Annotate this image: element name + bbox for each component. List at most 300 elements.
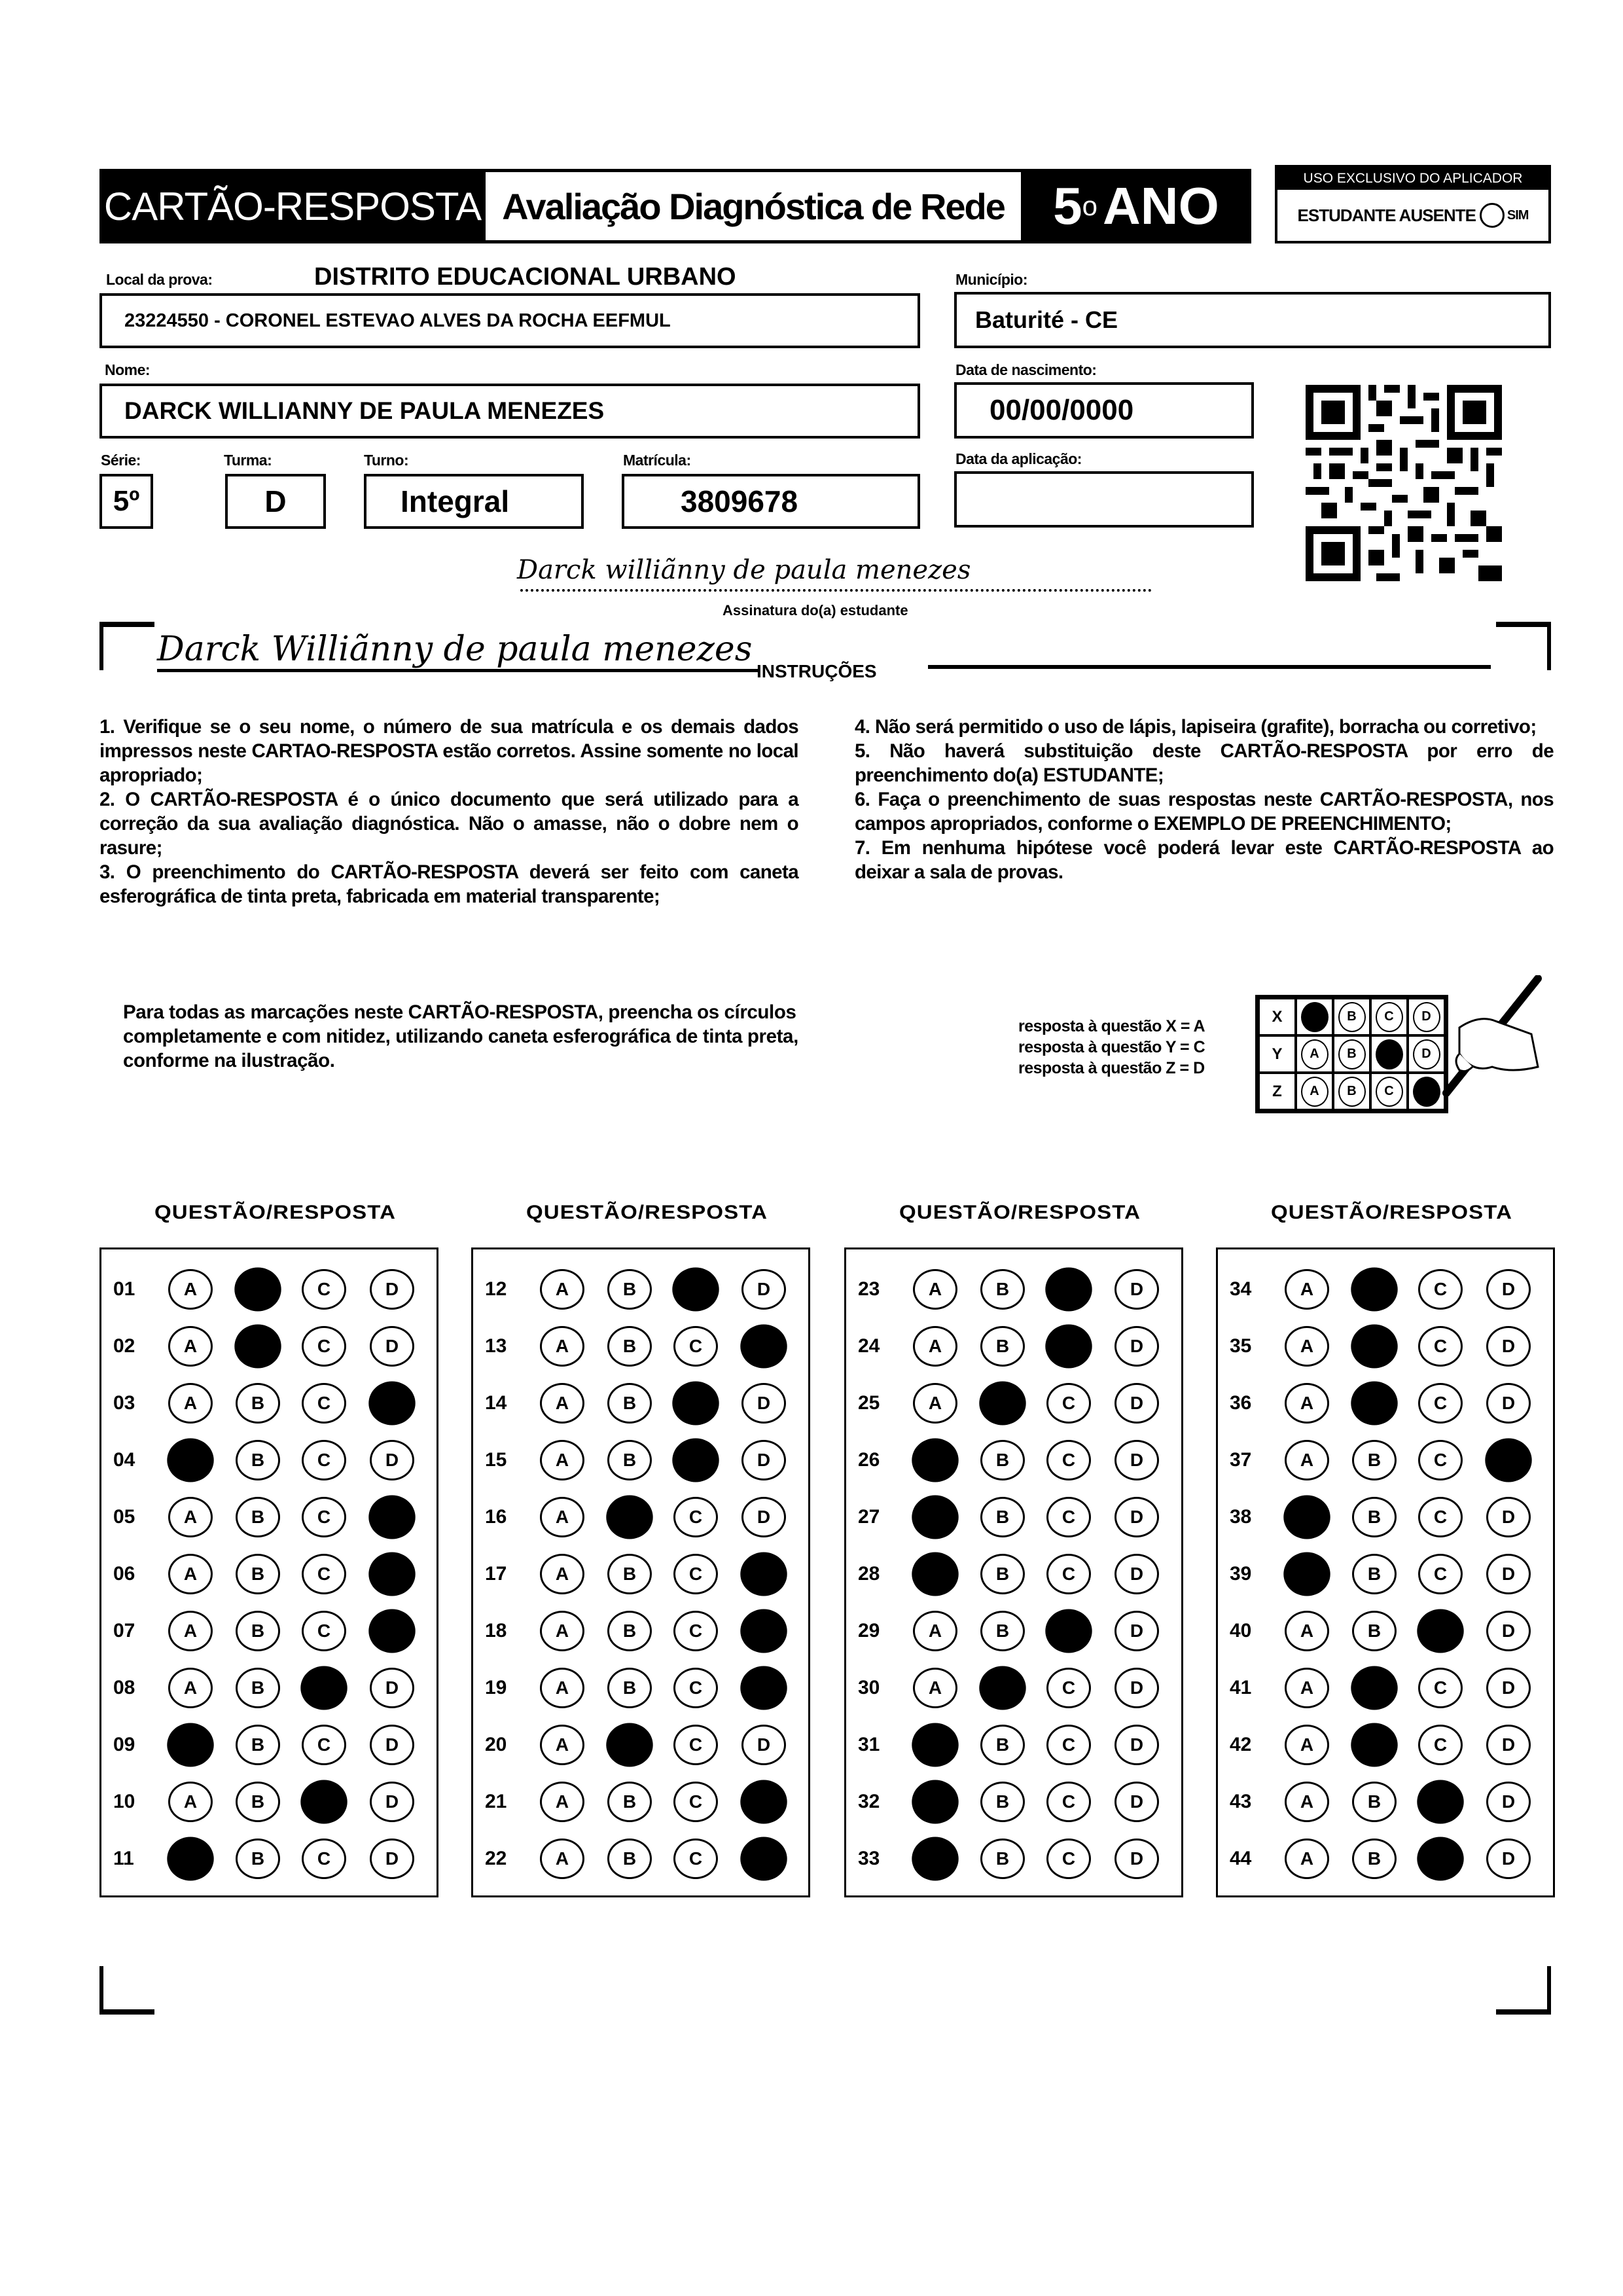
answer-bubble-a[interactable] — [912, 1496, 958, 1539]
question-number: 22 — [485, 1848, 507, 1869]
answer-bubble-d[interactable] — [740, 1552, 787, 1596]
answer-bubble-a[interactable]: A — [168, 1269, 213, 1310]
answer-bubble-a[interactable] — [167, 1723, 213, 1767]
answer-bubble-a[interactable]: A — [913, 1668, 957, 1708]
answer-bubble-d[interactable] — [740, 1609, 787, 1653]
nascimento-value: 00/00/0000 — [990, 394, 1134, 426]
question-row — [1218, 1378, 1553, 1435]
question-row — [1218, 1492, 1553, 1549]
question-row — [846, 1833, 1181, 1890]
question-number: 27 — [858, 1506, 880, 1528]
answer-bubble-b[interactable]: B — [1352, 1497, 1397, 1537]
question-number: 43 — [1230, 1791, 1252, 1812]
answer-bubble-c[interactable]: C — [673, 1326, 718, 1367]
answer-bubble-a[interactable]: A — [913, 1326, 957, 1367]
question-row — [473, 1549, 808, 1605]
answer-bubble-c[interactable] — [672, 1439, 719, 1482]
answer-bubble-a[interactable]: A — [168, 1383, 213, 1424]
answer-bubble-d[interactable] — [740, 1325, 787, 1369]
answer-bubble-d[interactable]: D — [1115, 1668, 1159, 1708]
serie-value: 5º — [113, 485, 140, 517]
example-bubble-a: A — [1301, 1039, 1329, 1069]
answer-bubble-b[interactable]: B — [607, 1440, 652, 1480]
question-row — [473, 1435, 808, 1492]
question-row — [473, 1776, 808, 1833]
answer-bubble-b[interactable]: B — [980, 1725, 1025, 1765]
answer-bubble-c[interactable]: C — [1046, 1725, 1091, 1765]
answer-bubble-d[interactable]: D — [1115, 1554, 1159, 1594]
answer-bubble-b[interactable]: B — [236, 1839, 280, 1879]
answer-column-1 — [99, 1247, 438, 1897]
fill-note: Para todas as marcações neste CARTÃO-RESPOSTA, preencha os círculos completamente e com nitidez, utilizando caneta esferográfica de tinta preta, conforme na ilustração. — [123, 1001, 798, 1071]
answer-bubble-d[interactable]: D — [1486, 1782, 1531, 1822]
turma-value: D — [264, 484, 287, 518]
answer-bubble-c[interactable]: C — [302, 1611, 346, 1651]
answer-bubble-c[interactable] — [300, 1780, 347, 1824]
answer-bubble-a[interactable]: A — [1285, 1782, 1329, 1822]
question-row — [1218, 1321, 1553, 1378]
answer-bubble-d[interactable]: D — [370, 1725, 414, 1765]
answer-bubble-d[interactable]: D — [1115, 1782, 1159, 1822]
answer-bubble-d[interactable]: D — [1115, 1440, 1159, 1480]
example-cell — [1370, 1073, 1408, 1110]
answer-bubble-b[interactable]: B — [980, 1554, 1025, 1594]
answer-bubble-b[interactable] — [606, 1723, 652, 1767]
answer-bubble-c[interactable] — [300, 1666, 347, 1710]
answer-bubble-a[interactable]: A — [913, 1269, 957, 1310]
question-row — [473, 1605, 808, 1662]
answer-bubble-d[interactable]: D — [370, 1668, 414, 1708]
answer-bubble-c[interactable]: C — [1418, 1383, 1463, 1424]
answer-bubble-b[interactable]: B — [1352, 1554, 1397, 1594]
question-number: 12 — [485, 1278, 507, 1300]
answer-bubble-d[interactable]: D — [1486, 1839, 1531, 1879]
applicator-title: USO EXCLUSIVO DO APLICADOR — [1277, 168, 1548, 190]
example-bubble-d: D — [1413, 1039, 1440, 1069]
answer-bubble-c[interactable] — [672, 1268, 719, 1312]
answer-bubble-b[interactable]: B — [607, 1668, 652, 1708]
grade-word: ANO — [1103, 177, 1219, 235]
column-title: QUESTÃO/RESPOSTA — [526, 1202, 768, 1223]
answer-bubble-c[interactable]: C — [673, 1668, 718, 1708]
answer-bubble-b[interactable]: B — [980, 1326, 1025, 1367]
answer-bubble-d[interactable] — [368, 1609, 415, 1653]
question-number: 20 — [485, 1734, 507, 1755]
applicator-box — [1275, 165, 1551, 243]
answer-bubble-d[interactable]: D — [370, 1782, 414, 1822]
answer-bubble-d[interactable] — [368, 1552, 415, 1596]
answer-bubble-b[interactable]: B — [607, 1383, 652, 1424]
answer-bubble-d[interactable]: D — [741, 1269, 786, 1310]
district-name: DISTRITO EDUCACIONAL URBANO — [314, 263, 736, 291]
answer-bubble-b[interactable]: B — [236, 1440, 280, 1480]
question-row — [1218, 1549, 1553, 1605]
answer-bubble-c[interactable]: C — [1046, 1554, 1091, 1594]
answer-bubble-c[interactable] — [1417, 1780, 1463, 1824]
answer-bubble-c[interactable]: C — [302, 1383, 346, 1424]
question-number: 17 — [485, 1563, 507, 1585]
answer-bubble-b[interactable]: B — [236, 1668, 280, 1708]
card-title-text: CARTÃO-RESPOSTA — [103, 184, 482, 228]
signature-line[interactable] — [520, 589, 1152, 592]
answer-bubble-a[interactable]: A — [1285, 1269, 1329, 1310]
answer-bubble-a[interactable] — [167, 1439, 213, 1482]
answer-bubble-a[interactable]: A — [540, 1269, 584, 1310]
answer-bubble-a[interactable] — [1283, 1552, 1330, 1596]
answer-bubble-c[interactable]: C — [302, 1725, 346, 1765]
question-row — [846, 1378, 1181, 1435]
question-number: 28 — [858, 1563, 880, 1585]
answer-bubble-c[interactable]: C — [1418, 1497, 1463, 1537]
turno-label: Turno: — [364, 452, 409, 469]
question-row — [473, 1492, 808, 1549]
answer-bubble-c[interactable]: C — [302, 1497, 346, 1537]
question-row — [101, 1378, 437, 1435]
matricula-value: 3809678 — [681, 484, 798, 518]
answer-bubble-a[interactable]: A — [1285, 1611, 1329, 1651]
answer-bubble-c[interactable]: C — [1418, 1269, 1463, 1310]
answer-bubble-c[interactable]: C — [302, 1554, 346, 1594]
question-row — [1218, 1833, 1553, 1890]
example-bubble-d: D — [1413, 1002, 1440, 1032]
instruction-6: 6. Faça o preenchimento de suas respostas neste CARTÃO-RESPOSTA, nos campos apropriados, conforme o EXEMPLO DE PREENCHIMENTO; — [855, 789, 1554, 834]
example-row-label: Z — [1258, 1073, 1296, 1110]
answer-bubble-b[interactable]: B — [607, 1839, 652, 1879]
answer-bubble-c[interactable] — [1417, 1837, 1463, 1881]
question-number: 36 — [1230, 1392, 1252, 1414]
answer-bubble-d[interactable]: D — [1486, 1497, 1531, 1537]
nascimento-label: Data de nascimento: — [955, 361, 1097, 378]
answer-bubble-a[interactable]: A — [168, 1497, 213, 1537]
answer-bubble-a[interactable]: A — [1285, 1725, 1329, 1765]
example-bubble-b: B — [1338, 1039, 1366, 1069]
question-number: 25 — [858, 1392, 880, 1414]
question-number: 26 — [858, 1449, 880, 1471]
absent-label: ESTUDANTE AUSENTE — [1297, 205, 1476, 225]
answer-bubble-a[interactable] — [1283, 1496, 1330, 1539]
answer-bubble-b[interactable]: B — [1352, 1839, 1397, 1879]
answer-bubble-d[interactable] — [368, 1382, 415, 1426]
question-row — [846, 1321, 1181, 1378]
answer-bubble-d[interactable] — [1485, 1439, 1531, 1482]
example-bubble-a — [1301, 1002, 1329, 1032]
answer-bubble-b[interactable]: B — [980, 1497, 1025, 1537]
answer-bubble-d[interactable]: D — [370, 1839, 414, 1879]
answer-bubble-d[interactable]: D — [1115, 1497, 1159, 1537]
example-line-y: resposta à questão Y = C — [1018, 1038, 1205, 1056]
answer-bubble-d[interactable] — [740, 1666, 787, 1710]
question-number: 30 — [858, 1677, 880, 1698]
answer-bubble-b[interactable]: B — [980, 1839, 1025, 1879]
answer-bubble-b[interactable] — [979, 1666, 1026, 1710]
example-cell — [1296, 1035, 1333, 1073]
answer-column-3 — [844, 1247, 1183, 1897]
municipio-label: Município: — [955, 271, 1027, 288]
answer-bubble-d[interactable]: D — [741, 1497, 786, 1537]
question-row — [1218, 1662, 1553, 1719]
answer-bubble-d[interactable]: D — [1115, 1269, 1159, 1310]
question-row — [101, 1264, 437, 1321]
school-field — [99, 293, 920, 348]
answer-bubble-c[interactable]: C — [1418, 1725, 1463, 1765]
answer-bubble-c[interactable]: C — [673, 1839, 718, 1879]
corner-mark-bottom-right-h — [1496, 2009, 1551, 2015]
handwritten-signature-1: Darck williãnny de paula menezes — [517, 555, 971, 585]
answer-bubble-a[interactable]: A — [540, 1839, 584, 1879]
question-number: 33 — [858, 1848, 880, 1869]
corner-mark-bottom-left-h — [99, 2009, 154, 2015]
example-line-z: resposta à questão Z = D — [1018, 1059, 1205, 1077]
answer-bubble-d[interactable]: D — [1115, 1611, 1159, 1651]
question-row — [101, 1776, 437, 1833]
matricula-label: Matrícula: — [623, 452, 691, 469]
turma-field — [225, 474, 326, 529]
corner-mark-bottom-right — [1547, 1966, 1551, 2015]
answer-bubble-b[interactable] — [979, 1382, 1026, 1426]
answer-bubble-b[interactable]: B — [980, 1782, 1025, 1822]
answer-bubble-b[interactable]: B — [236, 1725, 280, 1765]
answer-bubble-c[interactable]: C — [1046, 1839, 1091, 1879]
answer-bubble-c[interactable]: C — [1046, 1383, 1091, 1424]
answer-bubble-c[interactable] — [1045, 1609, 1092, 1653]
answer-bubble-d[interactable]: D — [1486, 1326, 1531, 1367]
exam-title — [486, 169, 1021, 243]
answer-bubble-b[interactable]: B — [236, 1611, 280, 1651]
answer-bubble-a[interactable]: A — [913, 1611, 957, 1651]
answer-bubble-b[interactable] — [1351, 1325, 1397, 1369]
answer-bubble-a[interactable]: A — [540, 1440, 584, 1480]
answer-bubble-b[interactable]: B — [1352, 1611, 1397, 1651]
answer-bubble-d[interactable]: D — [1115, 1383, 1159, 1424]
column-title: QUESTÃO/RESPOSTA — [154, 1202, 397, 1223]
answer-bubble-d[interactable]: D — [1486, 1383, 1531, 1424]
corner-mark-top-right — [1547, 622, 1551, 670]
answer-bubble-b[interactable] — [1351, 1268, 1397, 1312]
absent-row — [1277, 190, 1548, 241]
serie-field — [99, 474, 153, 529]
question-number: 13 — [485, 1335, 507, 1357]
answer-bubble-c[interactable]: C — [1046, 1497, 1091, 1537]
answer-bubble-d[interactable]: D — [1115, 1326, 1159, 1367]
question-row — [1218, 1719, 1553, 1776]
nome-field — [99, 384, 920, 439]
answer-bubble-a[interactable]: A — [913, 1383, 957, 1424]
answer-bubble-b[interactable]: B — [1352, 1782, 1397, 1822]
answer-bubble-c[interactable]: C — [302, 1326, 346, 1367]
question-row — [1218, 1264, 1553, 1321]
answer-bubble-a[interactable]: A — [540, 1497, 584, 1537]
matricula-field — [622, 474, 920, 529]
answer-bubble-a[interactable]: A — [168, 1782, 213, 1822]
answer-bubble-c[interactable]: C — [1418, 1326, 1463, 1367]
answer-bubble-b[interactable] — [234, 1325, 281, 1369]
question-number: 14 — [485, 1392, 507, 1414]
answer-bubble-d[interactable]: D — [741, 1383, 786, 1424]
question-number: 01 — [113, 1278, 135, 1300]
example-cell — [1333, 998, 1370, 1035]
answer-bubble-c[interactable]: C — [673, 1497, 718, 1537]
answer-bubble-b[interactable]: B — [980, 1269, 1025, 1310]
answer-bubble-d[interactable]: D — [1486, 1554, 1531, 1594]
question-row — [1218, 1776, 1553, 1833]
answer-bubble-b[interactable]: B — [236, 1554, 280, 1594]
answer-bubble-d[interactable]: D — [1486, 1269, 1531, 1310]
answer-bubble-b[interactable]: B — [236, 1497, 280, 1537]
example-row-label: Y — [1258, 1035, 1296, 1073]
corner-mark-top-right-h — [1496, 622, 1551, 627]
answer-bubble-a[interactable]: A — [1285, 1668, 1329, 1708]
answer-bubble-c[interactable]: C — [1418, 1668, 1463, 1708]
answer-bubble-d[interactable]: D — [741, 1725, 786, 1765]
answer-bubble-d[interactable]: D — [1115, 1839, 1159, 1879]
answer-bubble-c[interactable] — [672, 1382, 719, 1426]
answer-bubble-b[interactable] — [1351, 1723, 1397, 1767]
answer-bubble-a[interactable] — [912, 1439, 958, 1482]
answer-bubble-a[interactable]: A — [540, 1611, 584, 1651]
answer-bubble-b[interactable]: B — [607, 1554, 652, 1594]
answer-bubble-a[interactable]: A — [540, 1554, 584, 1594]
instruction-5: 5. Não haverá substituição deste CARTÃO-RESPOSTA por erro de preenchimento do(a) ESTUDANTE; — [855, 740, 1554, 786]
question-number: 03 — [113, 1392, 135, 1414]
question-number: 09 — [113, 1734, 135, 1755]
answer-bubble-b[interactable]: B — [607, 1326, 652, 1367]
question-number: 31 — [858, 1734, 880, 1755]
question-row — [101, 1321, 437, 1378]
answer-bubble-a[interactable]: A — [540, 1326, 584, 1367]
answer-bubble-a[interactable]: A — [540, 1383, 584, 1424]
answer-bubble-d[interactable]: D — [741, 1440, 786, 1480]
question-row — [1218, 1435, 1553, 1492]
question-number: 40 — [1230, 1620, 1252, 1641]
answer-bubble-b[interactable]: B — [980, 1611, 1025, 1651]
answer-bubble-d[interactable] — [368, 1496, 415, 1539]
answer-bubble-a[interactable]: A — [168, 1611, 213, 1651]
answer-bubble-d[interactable]: D — [370, 1269, 414, 1310]
instruction-1: 1. Verifique se o seu nome, o número de sua matrícula e os demais dados impressos neste CARTAO-RESPOSTA estão corretos. Assine somente no local apropriado; — [99, 716, 798, 786]
example-cell — [1370, 998, 1408, 1035]
answer-bubble-c[interactable]: C — [302, 1269, 346, 1310]
nome-value: DARCK WILLIANNY DE PAULA MENEZES — [124, 397, 605, 424]
answer-bubble-b[interactable]: B — [607, 1269, 652, 1310]
answer-bubble-d[interactable] — [740, 1780, 787, 1824]
answer-bubble-a[interactable]: A — [1285, 1383, 1329, 1424]
answer-bubble-b[interactable]: B — [236, 1782, 280, 1822]
question-number: 24 — [858, 1335, 880, 1357]
question-number: 37 — [1230, 1449, 1252, 1471]
answer-bubble-a[interactable]: A — [168, 1668, 213, 1708]
absent-bubble[interactable] — [1480, 203, 1505, 228]
question-row — [473, 1378, 808, 1435]
answer-bubble-b[interactable]: B — [1352, 1440, 1397, 1480]
answer-bubble-a[interactable]: A — [168, 1554, 213, 1594]
answer-bubble-b[interactable]: B — [980, 1440, 1025, 1480]
question-row — [846, 1264, 1181, 1321]
answer-bubble-a[interactable]: A — [540, 1725, 584, 1765]
turma-label: Turma: — [224, 452, 272, 469]
answer-column-2 — [471, 1247, 810, 1897]
question-number: 34 — [1230, 1278, 1252, 1300]
answer-bubble-c[interactable]: C — [673, 1782, 718, 1822]
answer-bubble-c[interactable]: C — [673, 1554, 718, 1594]
answer-bubble-c[interactable]: C — [1046, 1782, 1091, 1822]
answer-bubble-a[interactable]: A — [1285, 1839, 1329, 1879]
example-row-label: X — [1258, 998, 1296, 1035]
answer-bubble-c[interactable]: C — [1418, 1440, 1463, 1480]
answer-column-4 — [1216, 1247, 1555, 1897]
question-row — [473, 1264, 808, 1321]
answer-bubble-d[interactable]: D — [370, 1440, 414, 1480]
answer-bubble-d[interactable]: D — [1115, 1725, 1159, 1765]
answer-bubble-b[interactable]: B — [607, 1611, 652, 1651]
answer-bubble-b[interactable]: B — [607, 1782, 652, 1822]
instruction-7: 7. Em nenhuma hipótese você poderá levar este CARTÃO-RESPOSTA ao deixar a sala de provas. — [855, 837, 1554, 883]
question-number: 15 — [485, 1449, 507, 1471]
example-bubble-c — [1376, 1039, 1403, 1069]
answer-bubble-d[interactable]: D — [1486, 1611, 1531, 1651]
local-label: Local da prova: — [106, 271, 213, 288]
answer-bubble-b[interactable] — [1351, 1382, 1397, 1426]
answer-bubble-c[interactable] — [1045, 1268, 1092, 1312]
example-cell — [1333, 1073, 1370, 1110]
turno-value: Integral — [401, 484, 510, 518]
example-cell — [1296, 1073, 1333, 1110]
aplicacao-field[interactable] — [954, 471, 1254, 528]
answer-bubble-d[interactable]: D — [1486, 1725, 1531, 1765]
answer-bubble-a[interactable]: A — [1285, 1326, 1329, 1367]
question-number: 19 — [485, 1677, 507, 1698]
question-number: 05 — [113, 1506, 135, 1528]
answer-bubble-a[interactable] — [912, 1837, 958, 1881]
exam-title-text: Avaliação Diagnóstica de Rede — [502, 185, 1005, 227]
answer-bubble-b[interactable] — [606, 1496, 652, 1539]
instructions-left — [99, 715, 798, 908]
answer-bubble-d[interactable] — [740, 1837, 787, 1881]
answer-bubble-b[interactable] — [1351, 1666, 1397, 1710]
grade-sup: o — [1082, 190, 1098, 221]
answer-bubble-c[interactable]: C — [302, 1440, 346, 1480]
answer-bubble-c[interactable]: C — [302, 1839, 346, 1879]
instruction-3: 3. O preenchimento do CARTÃO-RESPOSTA deverá ser feito com caneta esferográfica de tinta preta, fabricada em material transparente; — [99, 861, 798, 907]
question-number: 08 — [113, 1677, 135, 1698]
answer-bubble-b[interactable]: B — [236, 1383, 280, 1424]
answer-bubble-d[interactable]: D — [370, 1326, 414, 1367]
answer-bubble-d[interactable]: D — [1486, 1668, 1531, 1708]
answer-bubble-a[interactable] — [912, 1723, 958, 1767]
turno-field — [364, 474, 584, 529]
answer-bubble-a[interactable]: A — [1285, 1440, 1329, 1480]
example-cell — [1370, 1035, 1408, 1073]
answer-bubble-c[interactable]: C — [673, 1611, 718, 1651]
example-bubble-b: B — [1338, 1002, 1366, 1032]
question-row — [846, 1719, 1181, 1776]
answer-bubble-b[interactable] — [234, 1268, 281, 1312]
answer-bubble-a[interactable]: A — [540, 1782, 584, 1822]
question-number: 44 — [1230, 1848, 1252, 1869]
answer-bubble-c[interactable]: C — [673, 1725, 718, 1765]
answer-bubble-c[interactable] — [1045, 1325, 1092, 1369]
answer-bubble-c[interactable]: C — [1418, 1554, 1463, 1594]
answer-bubble-a[interactable]: A — [540, 1668, 584, 1708]
answer-bubble-c[interactable] — [1417, 1609, 1463, 1653]
answer-bubble-a[interactable] — [167, 1837, 213, 1881]
question-row — [846, 1435, 1181, 1492]
answer-bubble-c[interactable]: C — [1046, 1440, 1091, 1480]
answer-bubble-c[interactable]: C — [1046, 1668, 1091, 1708]
school-value: 23224550 - CORONEL ESTEVAO ALVES DA ROCHA EEFMUL — [124, 310, 671, 331]
answer-bubble-a[interactable] — [912, 1552, 958, 1596]
answer-bubble-a[interactable] — [912, 1780, 958, 1824]
answer-bubble-a[interactable]: A — [168, 1326, 213, 1367]
